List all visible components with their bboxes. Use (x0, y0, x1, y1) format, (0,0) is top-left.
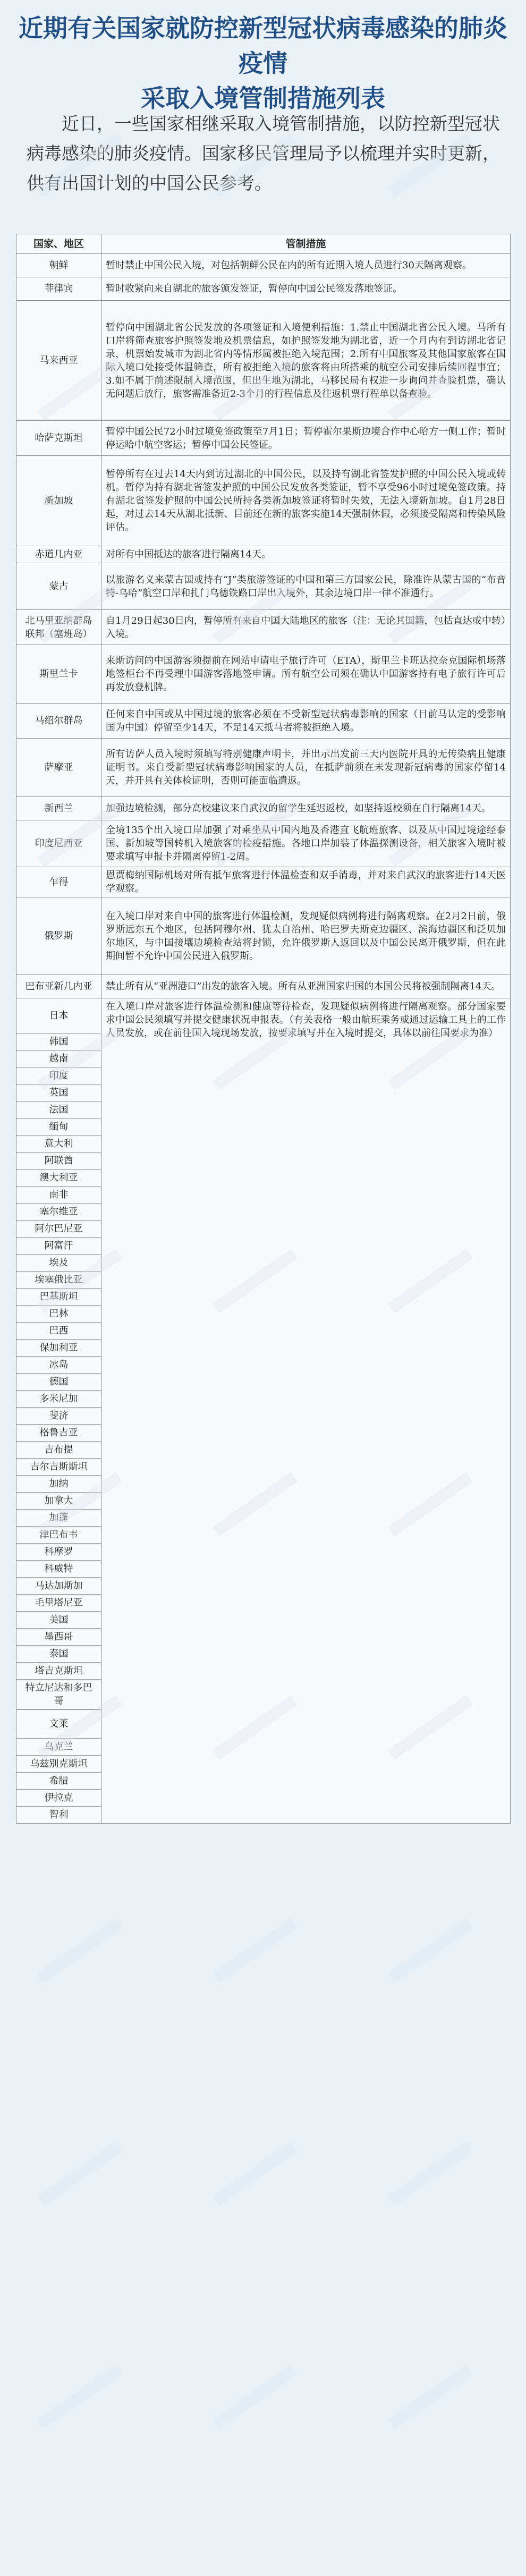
country-cell: 吉布提 (16, 1442, 101, 1459)
table-row (16, 546, 511, 563)
page-title (16, 11, 510, 116)
country-cell: 印度尼西亚 (16, 820, 101, 867)
country-cell: 塔吉克斯坦 (16, 1663, 101, 1680)
country-cell: 阿联酋 (16, 1153, 101, 1170)
title-line-2: 采取入境管制措施列表 (141, 84, 385, 113)
country-cell: 法国 (16, 1101, 101, 1118)
table-row (16, 704, 511, 739)
country-cell: 马达加斯加 (16, 1578, 101, 1595)
country-cell: 加拿大 (16, 1493, 101, 1510)
country-cell: 英国 (16, 1084, 101, 1101)
country-cell: 津巴布韦 (16, 1527, 101, 1544)
country-cell: 缅甸 (16, 1118, 101, 1136)
table-header-row (16, 234, 511, 254)
country-cell: 意大利 (16, 1136, 101, 1153)
country-cell: 墨西哥 (16, 1629, 101, 1646)
country-cell: 越南 (16, 1050, 101, 1067)
watermark-mark (37, 2365, 122, 2429)
country-cell: 斐济 (16, 1408, 101, 1425)
watermark-mark (37, 1918, 122, 1982)
country-cell: 蒙古 (16, 563, 101, 610)
measure-cell: 加强边境检测，部分高校建议来自武汉的留学生延迟返校，如坚持返校须在自行隔离14天。 (101, 797, 511, 820)
measure-cell: 禁止所有从“亚洲港口”出发的旅客入境。所有从亚洲国家归国的本国公民将被强制隔离14天。 (101, 975, 511, 998)
table-row (16, 277, 511, 301)
country-cell: 文莱 (16, 1710, 101, 1739)
table-row (16, 254, 511, 277)
measure-cell: 以旅游名义来蒙古国或持有“J”类旅游签证的中国和第三方国家公民，除准许从蒙古国的“布音特-乌哈”航空口岸和扎门乌德铁路口岸出入境外，其余边境口岸一律不准通行。 (101, 563, 511, 610)
country-cell: 德国 (16, 1374, 101, 1391)
country-cell: 印度 (16, 1067, 101, 1084)
measure-cell: 在入境口岸对来自中国的旅客进行体温检测，发现疑似病例将进行隔离观察。在2月2日前，俄罗斯远东五个地区，包括阿穆尔州、犹太自治州、哈巴罗夫斯克边疆区、滨海边疆区和泛贝加尔地区，与中国接壤边境检查站将封锁，允许俄罗斯人返回以及中国公民离开俄罗斯，但在此期间暂不允许中国公民进入俄罗斯。 (101, 897, 511, 975)
measure-cell: 任何来自中国或从中国过境的旅客必须在不受新型冠状病毒影响的国家（目前马认定的受影响国为中国）停留至少14天，不足14天抵马者将被拒绝入境。 (101, 704, 511, 739)
country-cell: 马绍尔群岛 (16, 704, 101, 739)
country-cell: 冰岛 (16, 1357, 101, 1374)
header-country: 国家、地区 (16, 234, 101, 254)
measure-cell: 暂停向中国湖北省公民发放的各项签证和入境便利措施：1.禁止中国湖北省公民入境。马所有口岸将筛查旅客护照签发地及机票信息，如护照签发地为湖北省，近一个月内有到访湖北省记录，机票始发城市为湖北省内等情形属被拒绝入境范围；2.所有中国旅客及其他国家旅客在国际入境口处接受体温筛查，所有被拒绝入境的旅客将由所搭乘的航空公司安排后续回程事宜；3.如不属于前述限制入境范围，但出生地为湖北，马移民局有权进一步询问并查验机票，确认无问题后放行，旅客需准备近2-3个月的行程信息及往返机票行程单以备查验。 (101, 301, 511, 421)
measure-cell: 暂停所有在过去14天内到访过湖北的中国公民，以及持有湖北省签发护照的中国公民入境或转机。暂停为持有湖北省签发护照的中国公民发放各类签证，暂不享受96小时过境免签政策。持有湖北省签发护照的中国公民所持各类新加坡签证将暂时失效，无法入境新加坡。自1月28日起，对过去14天从湖北抵新、目前还在新的旅客实施14天强制休假，必须接受隔离和传染风险评估。 (101, 456, 511, 546)
country-cell: 朝鲜 (16, 254, 101, 277)
table-row (16, 456, 511, 546)
country-cell: 乌克兰 (16, 1739, 101, 1756)
watermark-mark (388, 1918, 473, 1982)
country-cell: 阿尔巴尼亚 (16, 1221, 101, 1238)
watermark-mark (37, 2141, 122, 2206)
country-cell: 伊拉克 (16, 1790, 101, 1807)
country-cell: 塞尔维亚 (16, 1204, 101, 1221)
country-cell: 阿富汗 (16, 1238, 101, 1255)
watermark-mark (388, 2365, 473, 2429)
watermark-mark (213, 1918, 298, 1982)
measure-cell: 来斯访问的中国游客须提前在网站申请电子旅行许可（ETA），斯里兰卡班达拉奈克国际机场落地签柜台不再受理中国游客落地签申请。所有航空公司须在确认中国游客持有电子旅行许可后再发放登机牌。 (101, 645, 511, 704)
measure-cell: 自1月29日起30日内，暂停所有来自中国大陆地区的旅客（注：无论其国籍，包括直达或中转）入境。 (101, 610, 511, 645)
table-row (16, 867, 511, 897)
table-row (16, 610, 511, 645)
measure-cell: 暂停中国公民72小时过境免签政策至7月1日；暂停霍尔果斯边境合作中心哈方一侧工作；暂时停运哈中航空客运；暂停中国公民签证。 (101, 421, 511, 456)
country-cell: 菲律宾 (16, 277, 101, 301)
measure-cell: 全境135个出入境口岸加强了对乘坐从中国内地及香港直飞航班旅客、以及从中国过境途经泰国、新加坡等国转机入境旅客的检疫措施。各地口岸加装了体温探测设备，相关旅客入境时被要求填写申报卡并隔离停留1-2周。 (101, 820, 511, 867)
measure-cell: 恩贾梅纳国际机场对所有抵乍旅客进行体温检查和双手消毒，并对来自武汉的旅客进行14天医学观察。 (101, 867, 511, 897)
country-cell: 毛里塔尼亚 (16, 1595, 101, 1612)
country-cell: 多米尼加 (16, 1391, 101, 1408)
country-cell: 巴林 (16, 1306, 101, 1323)
country-cell: 加纳 (16, 1476, 101, 1493)
table-row (16, 739, 511, 797)
watermark-mark (213, 2141, 298, 2206)
country-cell: 新加坡 (16, 456, 101, 546)
measure-cell: 暂时禁止中国公民入境，对包括朝鲜公民在内的所有近期入境人员进行30天隔离观察。 (101, 254, 511, 277)
table-row (16, 421, 511, 456)
country-cell: 特立尼达和多巴哥 (16, 1680, 101, 1710)
table-row (16, 301, 511, 421)
country-cell: 萨摩亚 (16, 739, 101, 797)
country-cell: 巴西 (16, 1323, 101, 1340)
measure-cell: 所有访萨人员入境时须填写特别健康声明卡，并出示出发前三天内医院开具的无传染病且健康证明书。来自受新型冠状病毒影响国家的人员，在抵萨前须在未发现新冠病毒的国家停留14天，并开具有关体检证明，否则可能面临遣返。 (101, 739, 511, 797)
country-cell: 乌兹别克斯坦 (16, 1756, 101, 1773)
watermark-mark (213, 2365, 298, 2429)
country-cell: 哈萨克斯坦 (16, 421, 101, 456)
table-row (16, 563, 511, 610)
country-cell: 智利 (16, 1807, 101, 1824)
table-row (16, 797, 511, 820)
country-cell: 埃及 (16, 1255, 101, 1272)
country-cell: 巴布亚新几内亚 (16, 975, 101, 998)
table-row (16, 820, 511, 867)
country-cell: 韩国 (16, 1033, 101, 1050)
country-cell: 南非 (16, 1187, 101, 1204)
country-cell: 希腊 (16, 1773, 101, 1790)
country-cell: 格鲁吉亚 (16, 1425, 101, 1442)
country-cell: 科摩罗 (16, 1544, 101, 1561)
table-row (16, 998, 511, 1033)
country-cell: 保加利亚 (16, 1340, 101, 1357)
country-cell: 美国 (16, 1612, 101, 1629)
table-row (16, 975, 511, 998)
country-cell: 北马里亚纳群岛联邦（塞班岛） (16, 610, 101, 645)
header-measure: 管制措施 (101, 234, 511, 254)
country-cell: 俄罗斯 (16, 897, 101, 975)
table-row (16, 645, 511, 704)
country-cell: 新西兰 (16, 797, 101, 820)
country-cell: 巴基斯坦 (16, 1289, 101, 1306)
country-cell: 埃塞俄比亚 (16, 1272, 101, 1289)
measures-table (16, 234, 511, 1824)
table-row (16, 897, 511, 975)
country-cell: 赤道几内亚 (16, 546, 101, 563)
country-cell: 科威特 (16, 1561, 101, 1578)
measure-cell: 在入境口岸对旅客进行体温检测和健康等待检查，发现疑似病例将进行隔离观察。部分国家要求中国公民须填写并提交健康状况申报表。（有关表格一般由航班乘务或通过运输工具上的工作人员发放，或在前往国入境现场发放，按要求填写并在入境时提交，具体以前往国要求为准） (101, 998, 511, 1824)
country-cell: 斯里兰卡 (16, 645, 101, 704)
country-cell: 吉尔吉斯斯坦 (16, 1459, 101, 1476)
title-line-1: 近期有关国家就防控新型冠状病毒感染的肺炎疫情 (19, 14, 507, 78)
country-cell: 日本 (16, 998, 101, 1033)
country-cell: 加蓬 (16, 1510, 101, 1527)
intro-paragraph: 近日，一些国家相继采取入境管制措施，以防控新型冠状病毒感染的肺炎疫情。国家移民管理局予以梳理并实时更新，供有出国计划的中国公民参考。 (27, 113, 500, 193)
country-cell: 乍得 (16, 867, 101, 897)
watermark-mark (388, 2141, 473, 2206)
country-cell: 泰国 (16, 1646, 101, 1663)
country-cell: 马来西亚 (16, 301, 101, 421)
measure-cell: 对所有中国抵达的旅客进行隔离14天。 (101, 546, 511, 563)
table-body (16, 254, 511, 1824)
country-cell: 澳大利亚 (16, 1170, 101, 1187)
measure-cell: 暂时收紧向来自湖北的旅客颁发签证，暂停向中国公民签发落地签证。 (101, 277, 511, 301)
